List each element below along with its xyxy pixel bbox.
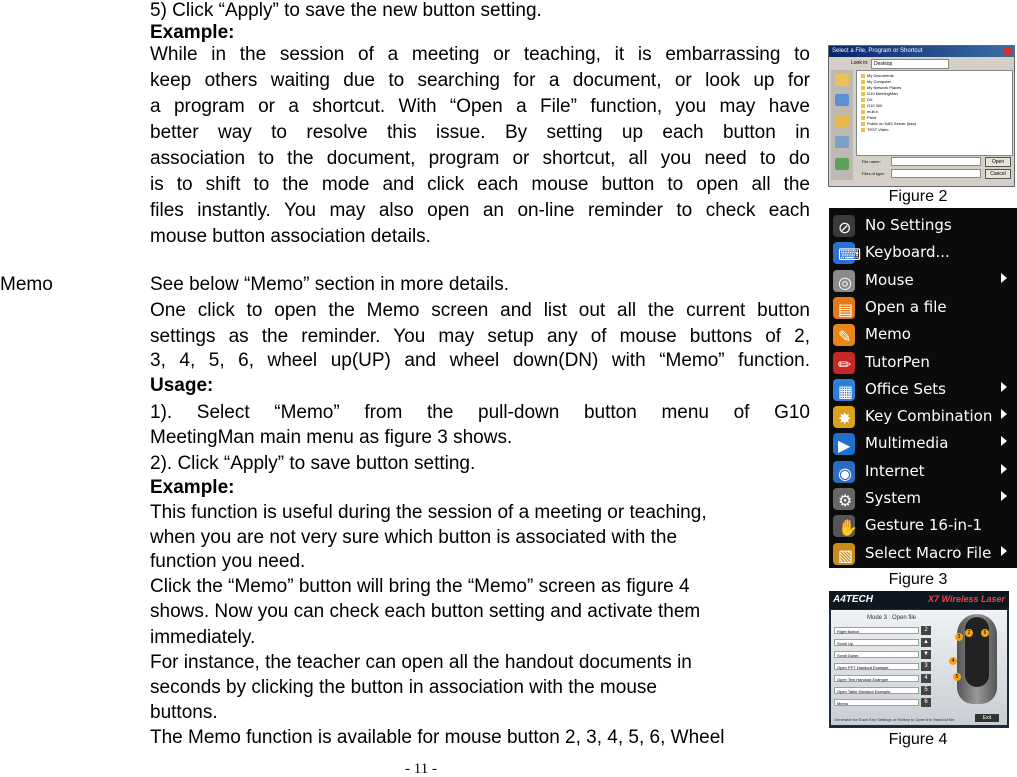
paragraph-line: association to the document, program or shortcut, all you need to do — [150, 148, 810, 169]
menu-item — [829, 349, 1017, 376]
folder-icon — [861, 104, 865, 108]
menu-item-label: System — [865, 489, 921, 507]
menu-item-label: Mouse — [865, 270, 914, 289]
folder-icon — [861, 80, 865, 84]
example-line: buttons. — [150, 702, 218, 723]
open-button: Open — [985, 157, 1011, 167]
usage-step-1: 1). Select “Memo” from the pull-down button menu of G10 — [150, 402, 810, 423]
file-item: My Documents — [861, 73, 894, 78]
folder-icon — [861, 86, 865, 90]
instruction-step-5: 5) Click “Apply” to save the new button setting. — [150, 0, 542, 21]
memo-button-number: 4 — [921, 674, 931, 683]
menu-item — [829, 239, 1017, 266]
figure-3-menu — [829, 208, 1017, 568]
menu-item-icon: ◎ — [833, 270, 855, 292]
button-marker: 4 — [949, 657, 957, 665]
memo-row: Open Table Handout Example — [834, 687, 919, 694]
menu-item-icon: ✸ — [833, 406, 855, 428]
file-list — [856, 70, 1013, 156]
file-item: TEST Video — [861, 127, 888, 132]
memo-desc-line: 3, 4, 5, 6, wheel up(UP) and wheel down(DN) with “Memo” function. — [150, 350, 810, 371]
look-in-select: Desktop — [871, 59, 949, 69]
menu-item-label: Key Combination — [865, 407, 993, 426]
example-line: shows. Now you can check each button setting and activate them — [150, 601, 701, 622]
memo-button-number: 2 — [921, 626, 931, 635]
submenu-arrow-icon — [1001, 491, 1007, 501]
folder-icon — [861, 110, 865, 114]
mouse-top — [965, 617, 989, 687]
example-line: when you are not very sure which button is associated with the — [150, 527, 678, 548]
menu-item — [829, 512, 1017, 539]
menu-item-label: Internet — [865, 461, 925, 480]
menu-item-label: Select Macro File — [865, 543, 992, 562]
submenu-arrow-icon — [1001, 546, 1007, 556]
menu-item — [829, 458, 1017, 485]
menu-item — [829, 403, 1017, 430]
memo-row: Open Text Handout Example — [834, 675, 919, 682]
menu-item-icon: ▤ — [833, 297, 855, 319]
menu-item — [829, 294, 1017, 321]
example-line: seconds by clicking the button in association with the mouse — [150, 677, 657, 698]
folder-icon — [861, 128, 865, 132]
paragraph-line: a program or a shortcut. With “Open a File” function, you may have — [150, 96, 810, 117]
desktop-icon — [835, 94, 849, 106]
file-name-label: File name: — [862, 159, 881, 164]
memo-button-number: ▲ — [921, 638, 931, 647]
example-line: For instance, the teacher can open all the handout documents in — [150, 652, 692, 673]
file-item: Paint — [861, 115, 876, 120]
paragraph-line: better way to resolve this issue. By setting up each button in — [150, 122, 810, 143]
example-heading: Example: — [150, 22, 235, 43]
menu-item-label: TutorPen — [865, 352, 930, 371]
network-icon — [835, 158, 849, 170]
availability-line: The Memo function is available for mouse button 2, 3, 4, 5, 6, Wheel — [150, 727, 725, 748]
close-icon — [1004, 47, 1012, 55]
paragraph-line: While in the session of a meeting or teaching, it is embarrassing to — [150, 44, 810, 65]
file-name-field — [891, 157, 981, 166]
memo-row: Scroll Up — [834, 639, 919, 646]
menu-item-icon: ⌨ — [833, 242, 855, 264]
menu-item-icon: ✏ — [833, 352, 855, 374]
menu-item-icon: ✎ — [833, 324, 855, 346]
exit-button: Exit — [975, 714, 999, 722]
figure-4-caption: Figure 4 — [888, 731, 948, 748]
submenu-arrow-icon — [1001, 409, 1007, 419]
example-line: function you need. — [150, 551, 306, 572]
file-item: DX — [861, 97, 873, 102]
figure-3-caption: Figure 3 — [888, 571, 948, 588]
folder-icon — [861, 74, 865, 78]
menu-item — [829, 212, 1017, 239]
menu-item-label: Gesture 16-in-1 — [865, 516, 983, 535]
usage-step-2: 2). Click “Apply” to save button setting. — [150, 453, 476, 474]
menu-item — [829, 430, 1017, 457]
file-item: Public on NAS Server (kaa) — [861, 121, 916, 126]
look-in-label: Look in: — [851, 60, 869, 66]
menu-item — [829, 267, 1017, 294]
places-bar — [831, 70, 853, 180]
menu-item-icon: ▶ — [833, 433, 855, 455]
menu-item-label: No Settings — [865, 216, 952, 234]
menu-item-icon: ▦ — [833, 379, 855, 401]
computer-icon — [835, 136, 849, 148]
memo-mode-title: Mode 3 : Open file — [866, 615, 917, 621]
memo-button-number: 6 — [921, 698, 931, 707]
file-type-label: Files of type: — [862, 171, 885, 176]
figure-2-caption: Figure 2 — [888, 188, 948, 205]
file-item: G10 300 — [861, 103, 882, 108]
brand-logo: A4TECH — [833, 594, 874, 605]
submenu-arrow-icon — [1001, 382, 1007, 392]
folder-icon — [861, 116, 865, 120]
file-type-field — [891, 169, 981, 178]
menu-item-label: Keyboard... — [865, 243, 950, 262]
menu-item — [829, 321, 1017, 348]
memo-see-below: See below “Memo” section in more details. — [150, 274, 510, 295]
menu-item-label: Multimedia — [865, 434, 949, 453]
memo-button-number: ▼ — [921, 650, 931, 659]
page-number: - 11 - — [405, 761, 437, 777]
menu-item-label: Office Sets — [865, 379, 946, 398]
example-line: This function is useful during the session of a meeting or teaching, — [150, 502, 707, 523]
paragraph-line: files instantly. You may also open an on-line reminder to check each — [150, 200, 810, 221]
memo-row: Open PPT Handout Example — [834, 663, 919, 670]
submenu-arrow-icon — [1001, 464, 1007, 474]
memo-desc-line: settings as the reminder. You may setup any of mouse buttons of 2, — [150, 326, 810, 347]
menu-item — [829, 485, 1017, 512]
history-icon — [835, 74, 849, 86]
memo-footer: Generator for Each Key Settings or Hotkey to Open the Handout file. — [834, 717, 956, 722]
button-marker: 2 — [965, 629, 973, 637]
memo-button-number: 3 — [921, 662, 931, 671]
paragraph-line-last: mouse button association details. — [150, 226, 431, 247]
button-marker: 6 — [981, 629, 989, 637]
usage-heading: Usage: — [150, 375, 214, 396]
paragraph-line: is to shift to the mode and click each mouse button to open all the — [150, 174, 810, 195]
memo-row: Right Button — [834, 627, 919, 634]
menu-item — [829, 376, 1017, 403]
menu-item — [829, 540, 1017, 567]
folder-icon — [861, 92, 865, 96]
menu-item-icon: ⚙ — [833, 488, 855, 510]
menu-item-icon: ⊘ — [833, 215, 855, 237]
file-item: My Network Places — [861, 85, 901, 90]
file-item: G10 MeetingMan — [861, 91, 898, 96]
example-line: Click the “Memo” button will bring the “Memo” screen as figure 4 — [150, 576, 690, 597]
menu-item-icon: ▧ — [833, 543, 855, 565]
file-item: My Computer — [861, 79, 891, 84]
figure-2-file-dialog — [828, 45, 1015, 187]
file-item: mult-n — [861, 109, 878, 114]
cancel-button: Cancel — [985, 169, 1011, 179]
submenu-arrow-icon — [1001, 436, 1007, 446]
memo-row: Scroll Down — [834, 651, 919, 658]
documents-icon — [835, 115, 849, 127]
dialog-title: Select a File, Program or Shortcut — [829, 46, 1014, 57]
memo-label: Memo — [0, 274, 53, 295]
memo-row: Memo — [834, 699, 919, 706]
folder-icon — [861, 98, 865, 102]
submenu-arrow-icon — [1001, 273, 1007, 283]
button-marker: 3 — [955, 633, 963, 641]
paragraph-line: keep others waiting due to searching for a document, or look up for — [150, 70, 810, 91]
menu-item-icon: ◉ — [833, 461, 855, 483]
example-heading-2: Example: — [150, 477, 235, 498]
menu-item-label: Open a file — [865, 297, 947, 316]
memo-desc-line: One click to open the Memo screen and list out all the current button — [150, 300, 810, 321]
product-logo: X7 Wireless Laser — [928, 594, 1005, 604]
menu-item-label: Memo — [865, 325, 911, 344]
example-line: immediately. — [150, 627, 256, 648]
folder-icon — [861, 122, 865, 126]
menu-item-icon: ✋ — [833, 515, 855, 537]
figure-4-memo-screen — [829, 591, 1009, 728]
button-marker: 5 — [953, 673, 961, 681]
usage-step-1-cont: MeetingMan main menu as figure 3 shows. — [150, 427, 513, 448]
memo-button-number: 5 — [921, 686, 931, 695]
